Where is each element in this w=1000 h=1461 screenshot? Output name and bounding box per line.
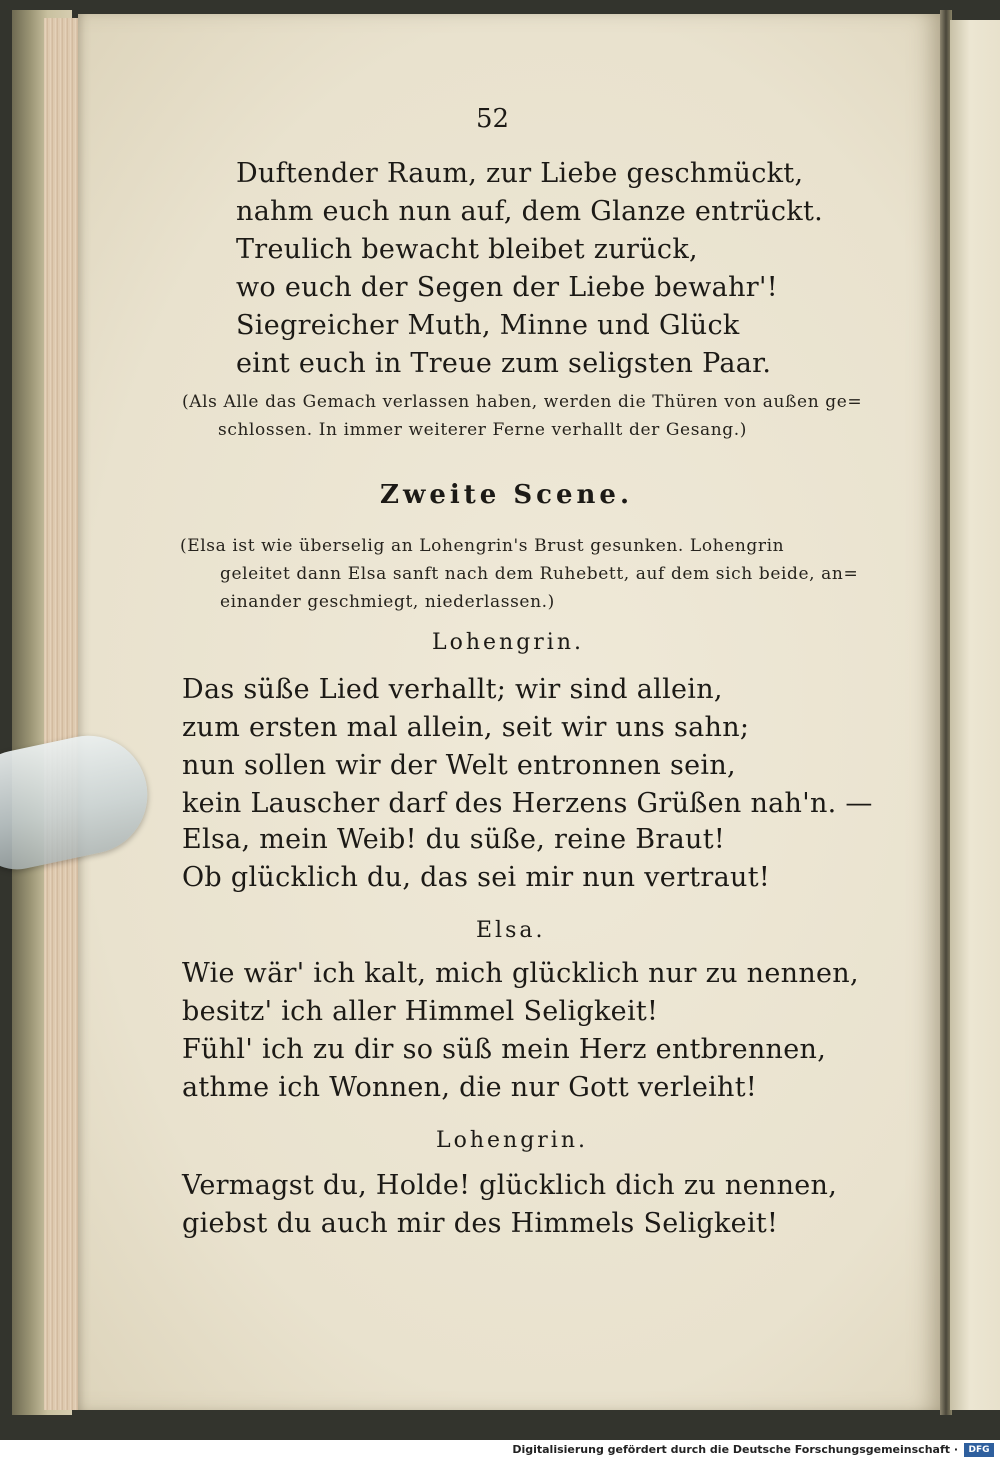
verse-line: eint euch in Treue zum seligsten Paar. <box>236 348 772 379</box>
verse-line: Wie wär' ich kalt, mich glücklich nur zu nennen, <box>182 958 859 989</box>
stage-direction-line: (Als Alle das Gemach verlassen haben, werden die Thüren von außen ge= <box>182 392 863 412</box>
verse-line: Das süße Lied verhallt; wir sind allein, <box>182 674 723 705</box>
speaker-name: Lohengrin. <box>432 630 585 655</box>
verse-line: besitz' ich aller Himmel Seligkeit! <box>182 996 659 1027</box>
scene-heading: Zweite Scene. <box>380 480 634 510</box>
verse-line: Fühl' ich zu dir so süß mein Herz entbrennen, <box>182 1034 827 1065</box>
verse-line: giebst du auch mir des Himmels Seligkeit! <box>182 1208 779 1239</box>
verse-line: Vermagst du, Holde! glücklich dich zu nennen, <box>182 1170 838 1201</box>
stage-direction-line: einander geschmiegt, niederlassen.) <box>220 592 555 612</box>
verse-line: nun sollen wir der Welt entronnen sein, <box>182 750 736 781</box>
verse-line: athme ich Wonnen, die nur Gott verleiht! <box>182 1072 758 1103</box>
stage-direction-line: schlossen. In immer weiterer Ferne verhallt der Gesang.) <box>218 420 748 440</box>
verse-line: Duftender Raum, zur Liebe geschmückt, <box>236 158 804 189</box>
page-number: 52 <box>476 104 510 134</box>
verse-line: wo euch der Segen der Liebe bewahr'! <box>236 272 778 303</box>
speaker-name: Lohengrin. <box>436 1128 589 1153</box>
dfg-logo: DFG <box>964 1443 994 1457</box>
verse-line: Treulich bewacht bleibet zurück, <box>236 234 698 265</box>
facing-page-edge <box>950 20 1000 1410</box>
verse-line: nahm euch nun auf, dem Glanze entrückt. <box>236 196 824 227</box>
verse-line: kein Lauscher darf des Herzens Grüßen nah'n. — <box>182 788 873 819</box>
verse-line: Siegreicher Muth, Minne und Glück <box>236 310 740 341</box>
footer-credit: Digitalisierung gefördert durch die Deutsche Forschungsgemeinschaft · <box>512 1443 958 1456</box>
verse-line: Ob glücklich du, das sei mir nun vertraut! <box>182 862 771 893</box>
stage-direction-line: (Elsa ist wie überselig an Lohengrin's Brust gesunken. Lohengrin <box>180 536 785 556</box>
speaker-name: Elsa. <box>476 918 546 943</box>
stage-direction-line: geleitet dann Elsa sanft nach dem Ruhebett, auf dem sich beide, an= <box>220 564 859 584</box>
verse-line: Elsa, mein Weib! du süße, reine Braut! <box>182 824 726 855</box>
verse-line: zum ersten mal allein, seit wir uns sahn; <box>182 712 750 743</box>
digitization-footer <box>0 1440 1000 1461</box>
